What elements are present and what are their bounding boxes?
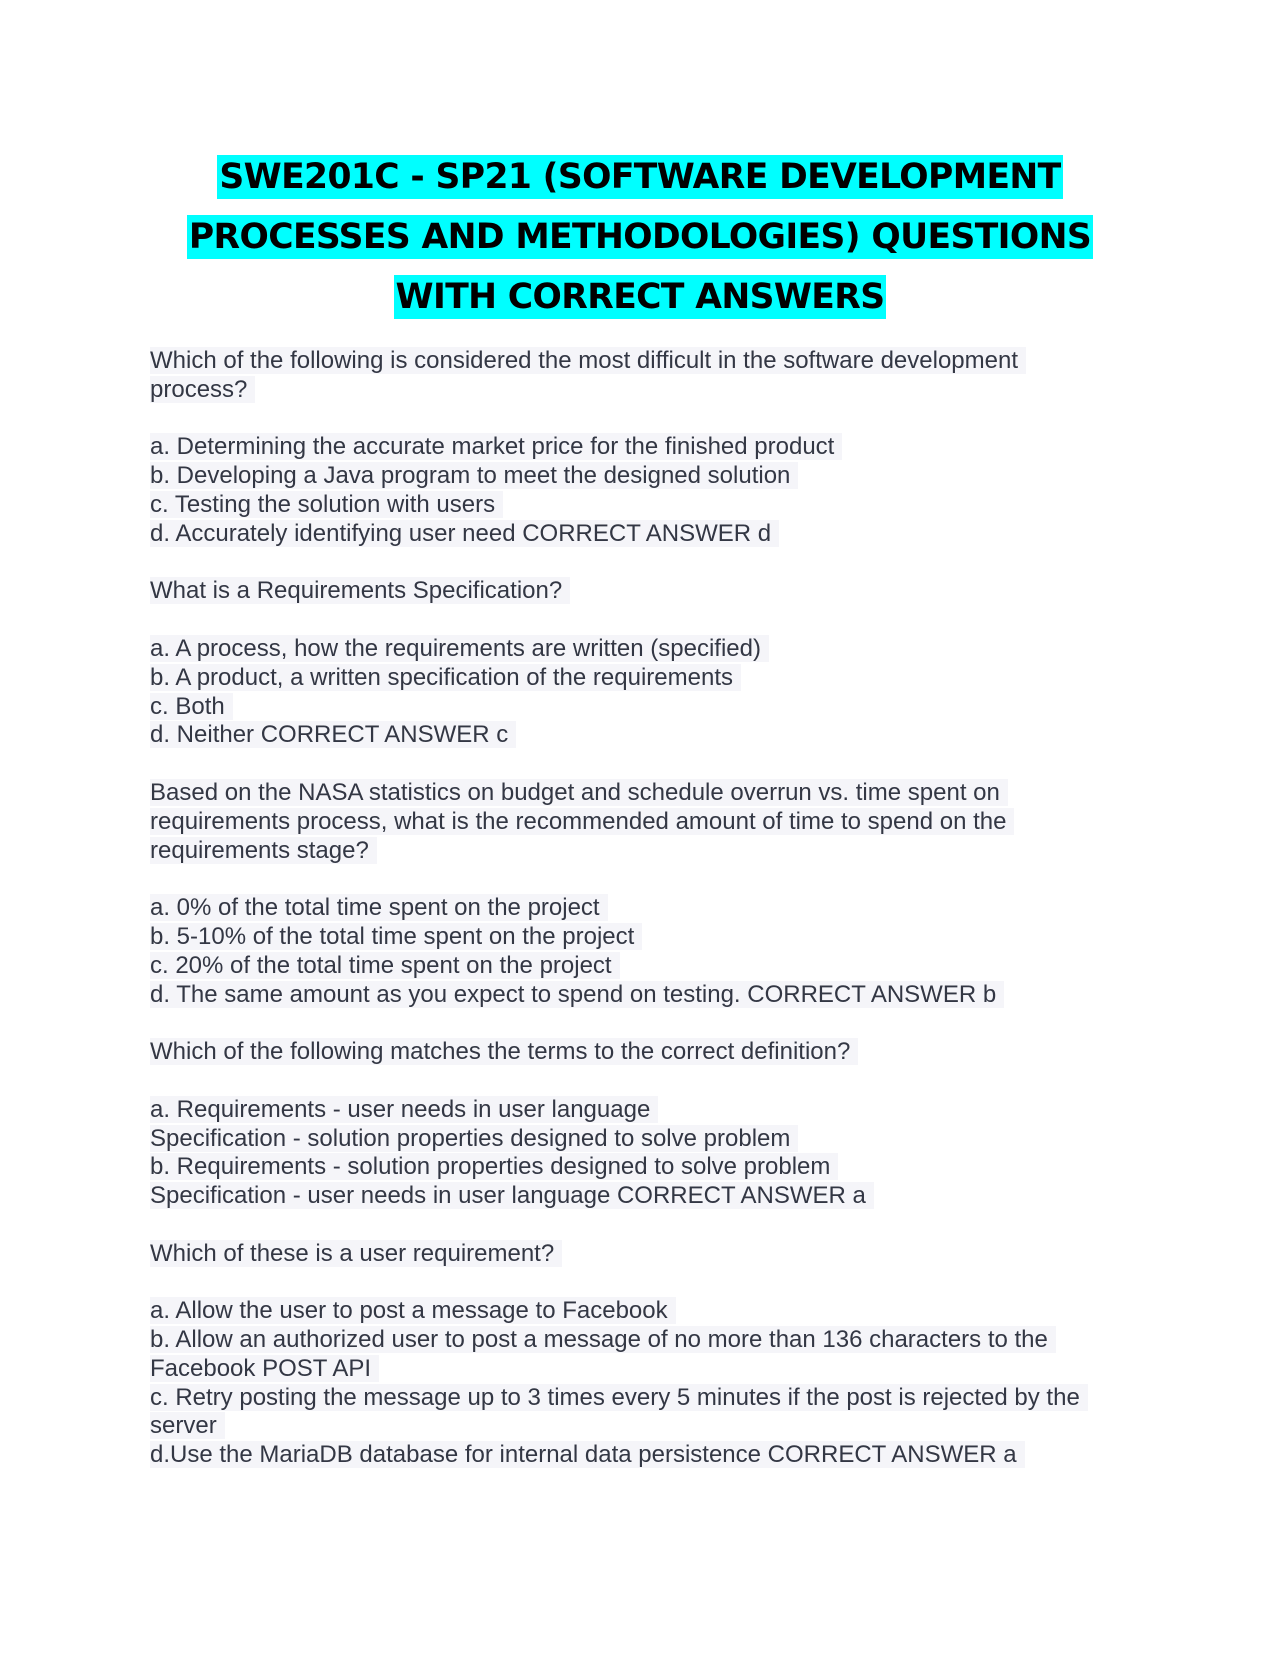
question-text: Which of the following is considered the most difficult in the software development bbox=[150, 347, 1140, 376]
question-block bbox=[150, 1240, 1140, 1470]
spacer bbox=[150, 549, 1140, 578]
question-text: requirements process, what is the recommended amount of time to spend on the bbox=[150, 808, 1140, 837]
question-block bbox=[150, 347, 1140, 549]
question-block bbox=[150, 1038, 1140, 1211]
spacer bbox=[150, 1211, 1140, 1240]
answer-option: c. Both bbox=[150, 693, 1140, 722]
question-block bbox=[150, 779, 1140, 1009]
spacer bbox=[150, 405, 1140, 434]
answer-option: a. Requirements - user needs in user language bbox=[150, 1096, 1140, 1125]
answer-option: b. Developing a Java program to meet the designed solution bbox=[150, 462, 1140, 491]
question-text: Which of these is a user requirement? bbox=[150, 1240, 1140, 1269]
question-block bbox=[150, 577, 1140, 750]
answer-option: b. A product, a written specification of the requirements bbox=[150, 664, 1140, 693]
answer-option: b. Allow an authorized user to post a message of no more than 136 characters to the bbox=[150, 1326, 1140, 1355]
spacer bbox=[150, 606, 1140, 635]
answer-option: a. 0% of the total time spent on the project bbox=[150, 894, 1140, 923]
question-text: process? bbox=[150, 376, 1140, 405]
title-line: PROCESSES AND METHODOLOGIES) QUESTIONS bbox=[188, 217, 1092, 257]
answer-option: a. A process, how the requirements are written (specified) bbox=[150, 635, 1140, 664]
question-text: Based on the NASA statistics on budget and schedule overrun vs. time spent on bbox=[150, 779, 1140, 808]
document-title bbox=[150, 147, 1130, 327]
answer-option: b. 5-10% of the total time spent on the project bbox=[150, 923, 1140, 952]
answer-option: c. Retry posting the message up to 3 times every 5 minutes if the post is rejected by the bbox=[150, 1384, 1140, 1413]
question-text: What is a Requirements Specification? bbox=[150, 577, 1140, 606]
answer-option: Specification - user needs in user language CORRECT ANSWER a bbox=[150, 1182, 1140, 1211]
answer-option: b. Requirements - solution properties designed to solve problem bbox=[150, 1153, 1140, 1182]
question-text: requirements stage? bbox=[150, 837, 1140, 866]
answer-option: Specification - solution properties designed to solve problem bbox=[150, 1125, 1140, 1154]
answer-option: server bbox=[150, 1412, 1140, 1441]
spacer bbox=[150, 1009, 1140, 1038]
answer-option: d. The same amount as you expect to spend on testing. CORRECT ANSWER b bbox=[150, 981, 1140, 1010]
answer-option: c. 20% of the total time spent on the project bbox=[150, 952, 1140, 981]
spacer bbox=[150, 1067, 1140, 1096]
answer-option: a. Determining the accurate market price for the finished product bbox=[150, 433, 1140, 462]
answer-option: d.Use the MariaDB database for internal data persistence CORRECT ANSWER a bbox=[150, 1441, 1140, 1470]
spacer bbox=[150, 1269, 1140, 1298]
answer-option: d. Neither CORRECT ANSWER c bbox=[150, 721, 1140, 750]
question-list bbox=[150, 347, 1140, 1470]
answer-option: a. Allow the user to post a message to Facebook bbox=[150, 1297, 1140, 1326]
answer-option: d. Accurately identifying user need CORRECT ANSWER d bbox=[150, 520, 1140, 549]
spacer bbox=[150, 865, 1140, 894]
question-text: Which of the following matches the terms to the correct definition? bbox=[150, 1038, 1140, 1067]
title-line: WITH CORRECT ANSWERS bbox=[395, 277, 885, 317]
title-line: SWE201C - SP21 (SOFTWARE DEVELOPMENT bbox=[219, 157, 1061, 197]
spacer bbox=[150, 750, 1140, 779]
answer-option: c. Testing the solution with users bbox=[150, 491, 1140, 520]
answer-option: Facebook POST API bbox=[150, 1355, 1140, 1384]
